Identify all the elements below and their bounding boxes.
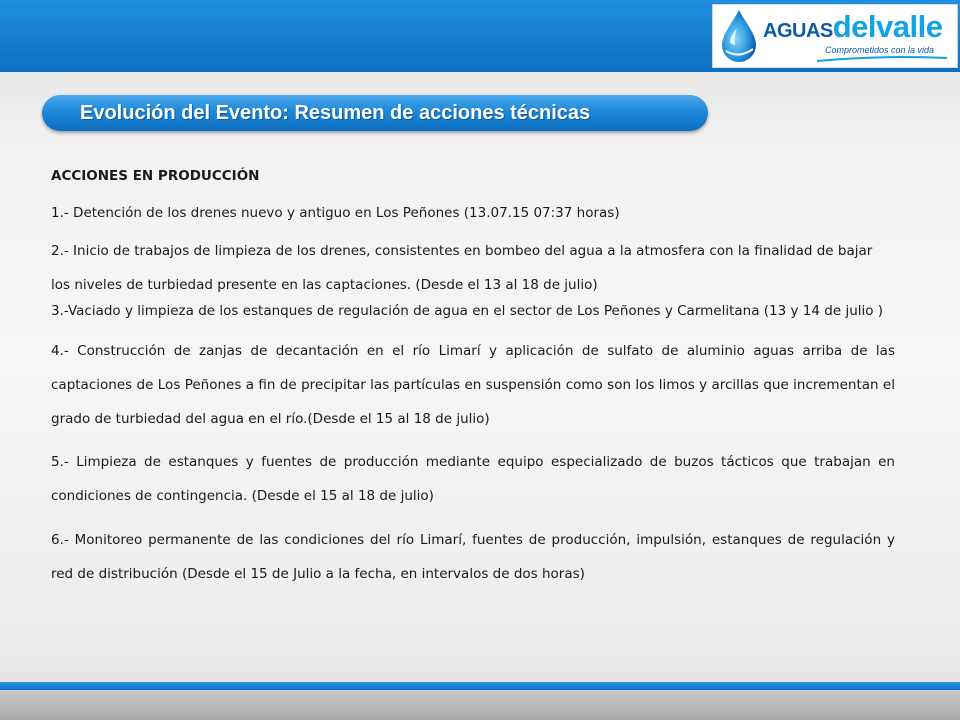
action-item-3: 3.-Vaciado y limpieza de los estanques de regulación de agua en el sector de Los Peñones y Carmelitana (13 y 14 de julio ) <box>51 303 884 319</box>
logo-wordmark <box>763 9 942 45</box>
footer-blue-bar <box>0 682 960 690</box>
title-banner <box>42 95 708 131</box>
action-item-2: 2.- Inicio de trabajos de limpieza de los drenes, consistentes en bombeo del agua a la atmosfera con la finalidad de bajar los niveles de turbiedad presente en las captaciones. (Desde el 13 al 18 de julio) <box>51 243 873 293</box>
logo-tagline: Comprometidos con la vida <box>825 45 935 55</box>
footer-gray-bar <box>0 690 960 720</box>
logo-swoosh <box>817 55 947 63</box>
water-drop-icon <box>717 7 761 63</box>
company-logo <box>712 4 958 68</box>
action-item-4: 4.- Construcción de zanjas de decantación en el río Limarí y aplicación de sulfato de aluminio aguas arriba de las captaciones de Los Peñones a fin de precipitar las partículas en suspensión como son los limos y arcillas que incrementan el grado de turbiedad del agua en el río.(Desde el 15 al 18 de julio) <box>51 343 895 427</box>
action-item-6: 6.- Monitoreo permanente de las condiciones del río Limarí, fuentes de producción, impulsión, estanques de regulación y red de distribución (Desde el 15 de Julio a la fecha, en intervalos de dos horas) <box>51 532 895 582</box>
logo-word-delvalle: delvalle <box>832 9 943 44</box>
section-heading: ACCIONES EN PRODUCCIÓN <box>51 168 260 184</box>
action-item-5: 5.- Limpieza de estanques y fuentes de producción mediante equipo especializado de buzos tácticos que trabajan en condiciones de contingencia. (Desde el 15 al 18 de julio) <box>51 454 895 504</box>
content-area <box>51 166 895 591</box>
logo-word-aguas: AGUAS <box>763 20 833 42</box>
action-item-1: 1.- Detención de los drenes nuevo y antiguo en Los Peñones (13.07.15 07:37 horas) <box>51 205 620 221</box>
slide-title: Evolución del Evento: Resumen de acciones técnicas <box>80 102 591 124</box>
